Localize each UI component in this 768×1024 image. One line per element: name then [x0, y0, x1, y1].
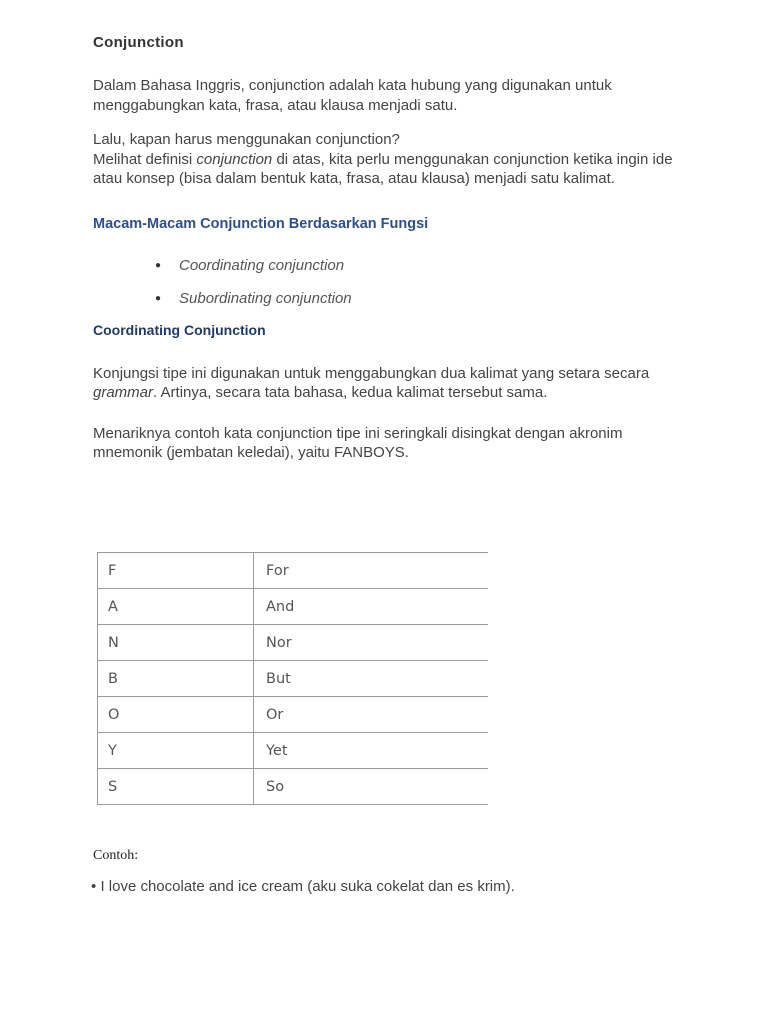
table-row — [98, 625, 488, 661]
conjunction-types-list — [93, 256, 673, 309]
table-cell-word: But — [254, 661, 488, 697]
table-cell-word: So — [254, 769, 488, 805]
fanboys-table — [97, 552, 488, 805]
example-text: I love chocolate and ice cream (aku suka cokelat dan es krim). — [100, 878, 515, 895]
list-item-label: Coordinating conjunction — [179, 256, 345, 274]
definition-suffix: di atas, kita perlu menggunakan conjunction ketika ingin ide atau konsep (bisa dalam bentuk kata, frasa, atau klausa) menjadi satu kalimat. — [93, 150, 673, 187]
list-item-label: Subordinating conjunction — [179, 289, 352, 307]
bullet-icon: ● — [155, 292, 162, 304]
table-cell-word: Yet — [254, 733, 488, 769]
coord-desc-emphasis: grammar — [93, 384, 154, 401]
definition-paragraph — [93, 130, 673, 189]
table-cell-word: And — [254, 589, 488, 625]
table-cell-letter: B — [98, 661, 254, 697]
table-cell-letter: Y — [98, 733, 254, 769]
coordinating-description — [93, 364, 673, 403]
sub-heading: Coordinating Conjunction — [93, 321, 266, 338]
coord-desc-prefix: Konjungsi tipe ini digunakan untuk menggabungkan dua kalimat yang setara secara — [93, 364, 650, 382]
bullet-icon: ● — [155, 259, 162, 271]
list-item — [155, 289, 673, 309]
table-row — [98, 661, 488, 697]
question-line: Lalu, kapan harus menggunakan conjunction? — [93, 131, 400, 148]
table-cell-word: Or — [254, 697, 488, 733]
table-row — [98, 589, 488, 625]
table-cell-letter: A — [98, 589, 254, 625]
table-cell-letter: F — [98, 553, 254, 589]
bullet-icon: • — [91, 878, 97, 895]
fanboys-intro: Menariknya contoh kata conjunction tipe ini seringkali disingkat dengan akronim mnemonik (jembatan keledai), yaitu FANBOYS. — [93, 424, 623, 461]
intro-paragraph: Dalam Bahasa Inggris, conjunction adalah kata hubung yang digunakan untuk menggabungkan kata, frasa, atau klausa menjadi satu. — [93, 77, 612, 114]
example-label: Contoh: — [93, 848, 139, 863]
definition-prefix: Melihat definisi — [93, 150, 197, 168]
table-row — [98, 697, 488, 733]
section-heading: Macam-Macam Conjunction Berdasarkan Fungsi — [93, 215, 429, 232]
coord-desc-suffix: . Artinya, secara tata bahasa, kedua kalimat tersebut sama. — [153, 384, 548, 401]
document-body — [93, 34, 673, 463]
table-cell-letter: N — [98, 625, 254, 661]
example-sentence — [91, 878, 515, 895]
table-row — [98, 733, 488, 769]
table-row — [98, 769, 488, 805]
table-cell-word: For — [254, 553, 488, 589]
table-cell-word: Nor — [254, 625, 488, 661]
page-title: Conjunction — [93, 34, 184, 51]
definition-emphasis: conjunction — [196, 150, 273, 168]
table-cell-letter: O — [98, 697, 254, 733]
list-item — [155, 256, 673, 276]
table-row — [98, 553, 488, 589]
table-cell-letter: S — [98, 769, 254, 805]
